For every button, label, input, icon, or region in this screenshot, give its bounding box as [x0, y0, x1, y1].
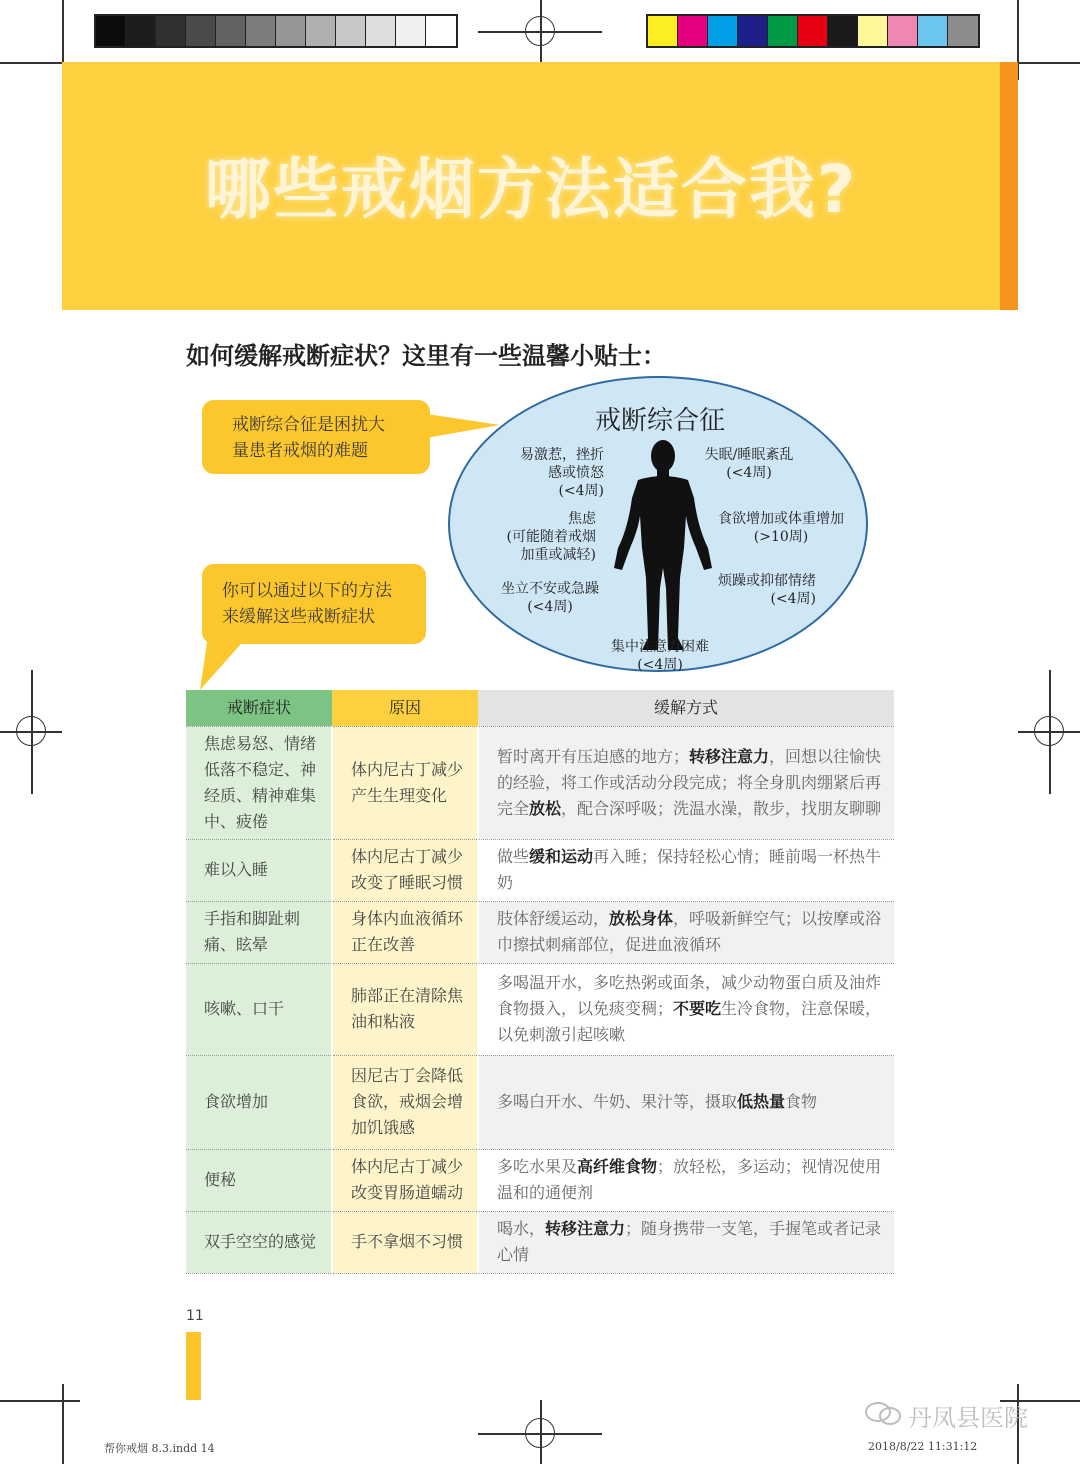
color-swatch	[216, 16, 246, 46]
page-title: 哪些戒烟方法适合我?	[204, 151, 858, 228]
table-row	[186, 963, 894, 1055]
symptom-text: (<4周)	[637, 657, 683, 673]
symptom-text: (<4周)	[726, 465, 772, 481]
symptom-text: 烦躁或抑郁情绪	[718, 573, 816, 589]
color-swatch	[426, 16, 456, 46]
cell-cause: 因尼古丁会降低食欲，戒烟会增加饥饿感	[332, 1055, 478, 1149]
cell-symptom: 便秘	[186, 1149, 332, 1211]
cell-symptom: 双手空空的感觉	[186, 1211, 332, 1273]
color-swatch	[126, 16, 156, 46]
relief-emphasis: 低热量	[737, 1092, 786, 1111]
banner-accent-stripe	[1000, 62, 1018, 310]
crop-mark	[62, 1384, 64, 1464]
symptom-text: 坐立不安或急躁	[501, 581, 599, 597]
color-swatch	[708, 16, 738, 46]
symptom-appetite	[706, 510, 856, 546]
cell-relief	[478, 901, 894, 963]
symptom-text: (可能随着戒烟	[506, 529, 596, 545]
cell-symptom: 焦虑易怒、情绪低落不稳定、神经质、精神难集中、疲倦	[186, 726, 332, 839]
diagram-title: 戒断综合征	[594, 406, 725, 436]
color-swatch	[186, 16, 216, 46]
color-swatch	[306, 16, 336, 46]
relief-emphasis: 放松	[529, 798, 562, 818]
watermark-text: 丹凤县医院	[908, 1404, 1028, 1432]
header-relief: 缓解方式	[478, 690, 894, 726]
callout-bubble-top	[202, 400, 430, 474]
color-swatch	[768, 16, 798, 46]
symptom-anxiety	[486, 510, 596, 564]
cell-cause: 体内尼古丁减少产生生理变化	[332, 726, 478, 839]
color-swatch	[948, 16, 978, 46]
relief-text: 多喝白开水、牛奶、果汁等，摄取	[497, 1092, 738, 1111]
color-swatch	[246, 16, 276, 46]
page-number: 11	[186, 1308, 204, 1324]
color-swatch	[678, 16, 708, 46]
color-swatch	[648, 16, 678, 46]
color-swatch	[396, 16, 426, 46]
cell-cause: 体内尼古丁减少改变了睡眠习惯	[332, 839, 478, 901]
grayscale-swatch-bar	[94, 14, 458, 48]
relief-emphasis: 转移注意力	[689, 746, 770, 766]
wechat-icon	[864, 1401, 904, 1427]
registration-line	[540, 1400, 542, 1464]
color-swatch	[738, 16, 768, 46]
relief-emphasis: 转移注意力	[545, 1219, 626, 1238]
header-cause: 原因	[332, 690, 478, 726]
symptom-text: 集中注意力困难	[611, 639, 709, 655]
symptom-text: 感或愤怒	[548, 465, 604, 481]
symptom-text: (<4周)	[558, 483, 604, 499]
cell-symptom: 咳嗽、口干	[186, 963, 332, 1055]
cell-symptom: 食欲增加	[186, 1055, 332, 1149]
cell-relief	[478, 1149, 894, 1211]
relief-text: 喝水，	[497, 1219, 546, 1238]
cell-relief	[478, 839, 894, 901]
relief-text: 食物	[785, 1092, 818, 1111]
symptom-text: 加重或减轻)	[520, 547, 596, 563]
page-marker-bar	[186, 1332, 201, 1400]
symptom-irritable	[512, 446, 604, 500]
symptom-depression	[696, 572, 816, 608]
cell-symptom: 难以入睡	[186, 839, 332, 901]
relief-text: ，配合深呼吸；洗温水澡，散步，找朋友聊聊	[561, 798, 882, 818]
table-row	[186, 1211, 894, 1273]
color-swatch	[858, 16, 888, 46]
table-row	[186, 839, 894, 901]
symptom-concentration	[600, 638, 720, 674]
registration-line	[1018, 731, 1080, 733]
color-swatch	[798, 16, 828, 46]
relief-text: 再入睡；保持轻松心情；睡前喝一杯热牛奶	[497, 847, 882, 892]
cell-relief	[478, 726, 894, 839]
bubble-text-line: 量患者戒烟的难题	[232, 441, 368, 461]
footer-file-info: 帮你戒烟 8.3.indd 14	[104, 1442, 215, 1455]
relief-text: 多喝温开水，多吃热粥或面条，减少动物蛋白质及油炸食物摄入，以免痰变稠；	[497, 973, 882, 1018]
cell-relief	[478, 1211, 894, 1273]
color-swatch	[96, 16, 126, 46]
relief-text: 做些	[497, 847, 530, 866]
relief-text: 多吃水果及	[497, 1157, 578, 1176]
bubble-text-line: 你可以通过以下的方法	[222, 581, 392, 601]
color-swatch	[366, 16, 396, 46]
color-swatch	[888, 16, 918, 46]
table-header-row	[186, 690, 894, 726]
cell-relief	[478, 1055, 894, 1149]
footer-timestamp: 2018/8/22 11:31:12	[868, 1440, 978, 1453]
relief-text: ，回想以往愉快的经验，将工作或活动分段完成；将全身肌肉绷紧后再完全	[497, 746, 882, 818]
symptom-text: (<4周)	[770, 591, 816, 607]
relief-text: ；随身携带一支笔，手握笔或者记录心情	[497, 1219, 882, 1264]
relief-emphasis: 缓和运动	[529, 847, 594, 866]
cell-relief	[478, 963, 894, 1055]
symptom-text: (<4周)	[527, 599, 573, 615]
cell-cause: 手不拿烟不习惯	[332, 1211, 478, 1273]
section-heading: 如何缓解戒断症状？这里有一些温馨小贴士：	[186, 342, 666, 370]
color-swatch-bar	[646, 14, 980, 48]
cell-cause: 身体内血液循环正在改善	[332, 901, 478, 963]
table-row	[186, 901, 894, 963]
cell-cause: 体内尼古丁减少改变胃肠道蠕动	[332, 1149, 478, 1211]
relief-emphasis: 放松身体	[609, 909, 674, 928]
table-row	[186, 726, 894, 839]
registration-line	[478, 1433, 602, 1435]
relief-text: 暂时离开有压迫感的地方；	[497, 746, 690, 766]
symptom-text: 失眠/睡眠紊乱	[704, 447, 794, 463]
header-symptom: 戒断症状	[186, 690, 332, 726]
registration-line	[0, 731, 62, 733]
cell-symptom: 手指和脚趾刺痛、眩晕	[186, 901, 332, 963]
symptom-text: 焦虑	[568, 511, 596, 527]
bubble-tail-bottom	[198, 636, 258, 692]
color-swatch	[336, 16, 366, 46]
registration-line	[478, 31, 602, 33]
withdrawal-relief-table	[186, 690, 894, 1274]
bubble-text-line: 来缓解这些戒断症状	[222, 607, 375, 627]
color-swatch	[828, 16, 858, 46]
bubble-text-line: 戒断综合征是困扰大	[232, 415, 385, 435]
color-swatch	[918, 16, 948, 46]
relief-emphasis: 高纤维食物	[577, 1157, 658, 1176]
symptom-insomnia	[694, 446, 804, 482]
relief-emphasis: 不要吃	[673, 999, 722, 1018]
relief-text: 生冷食物，注意保暖，以免刺激引起咳嗽	[497, 999, 882, 1044]
relief-text: ；放轻松，多运动；视情况使用温和的通便剂	[497, 1157, 882, 1202]
relief-text: ，呼吸新鲜空气；以按摩或浴巾擦拭刺痛部位，促进血液循环	[497, 909, 882, 954]
crop-mark	[0, 1400, 80, 1402]
table-row	[186, 1055, 894, 1149]
symptom-text: 易激惹，挫折	[520, 447, 604, 463]
symptom-text: 食欲增加或体重增加	[718, 511, 844, 527]
callout-bubble-bottom	[202, 564, 426, 644]
relief-text: 肢体舒缓运动，	[497, 909, 610, 928]
color-swatch	[156, 16, 186, 46]
color-swatch	[276, 16, 306, 46]
cell-cause: 肺部正在清除焦油和粘液	[332, 963, 478, 1055]
symptom-restless	[490, 580, 610, 616]
symptom-text: (>10周)	[753, 529, 809, 545]
table-row	[186, 1149, 894, 1211]
